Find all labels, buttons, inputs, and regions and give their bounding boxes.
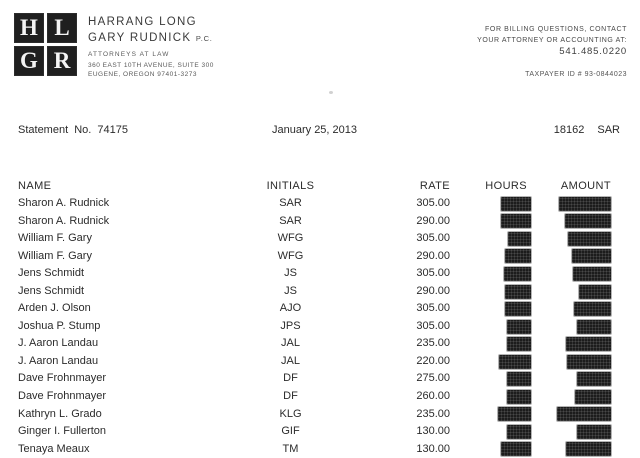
hours-cell: [466, 318, 531, 336]
hours-redaction-block: [499, 355, 531, 369]
timekeeper-rate: 235.00: [416, 407, 450, 420]
table-row: [0, 213, 640, 231]
table-row: [0, 353, 640, 371]
timekeeper-name: Ginger I. Fullerton: [18, 425, 107, 438]
taxpayer-id: TAXPAYER ID # 93-0844023: [525, 71, 627, 78]
firm-logo: [14, 13, 77, 76]
timekeeper-name: Dave Frohnmayer: [18, 372, 107, 385]
hours-redaction-block: [507, 390, 531, 404]
hours-redaction-block: [505, 302, 531, 316]
amount-redaction-block: [557, 407, 611, 421]
timekeeper-name: Kathryn L. Grado: [18, 407, 102, 420]
firm-address-line2: EUGENE, OREGON 97401-3273: [88, 70, 197, 78]
statement-date: January 25, 2013: [272, 124, 358, 136]
amount-cell: [538, 353, 611, 371]
timekeeper-initials: WFG: [277, 249, 304, 262]
timekeeper-name: William F. Gary: [18, 232, 92, 245]
amount-redaction-block: [559, 197, 611, 211]
table-row: [0, 300, 640, 318]
hours-cell: [466, 248, 531, 266]
table-row: [0, 318, 640, 336]
firm-name-suffix: P.C.: [195, 33, 213, 43]
hours-redaction-block: [507, 337, 531, 351]
hours-cell: [466, 230, 531, 248]
hours-cell: [466, 441, 531, 458]
hours-cell: [466, 300, 531, 318]
hours-redaction-block: [498, 407, 531, 421]
timekeeper-initials: JAL: [281, 337, 300, 350]
timekeeper-name: Arden J. Olson: [18, 302, 91, 315]
firm-tagline: ATTORNEYS AT LAW: [88, 51, 170, 58]
logo-letter-h: H: [14, 13, 44, 43]
amount-redaction-block: [579, 285, 611, 299]
logo-letter-g: G: [14, 46, 44, 76]
timekeeper-rate: 305.00: [416, 267, 450, 280]
table-row: [0, 283, 640, 301]
timekeeper-name: Jens Schmidt: [18, 284, 85, 297]
table-row: [0, 230, 640, 248]
timekeeper-initials: SAR: [279, 197, 302, 209]
header-initials: INITIALS: [266, 180, 315, 192]
amount-redaction-block: [574, 302, 611, 316]
table-row: [0, 441, 640, 458]
hours-redaction-block: [501, 197, 531, 211]
billing-phone: 541.485.0220: [559, 46, 627, 57]
timekeeper-rate: 305.00: [416, 197, 450, 209]
header-hours: HOURS: [485, 180, 527, 192]
hours-redaction-block: [508, 232, 531, 246]
table-row: [0, 423, 640, 441]
hours-redaction-block: [507, 320, 531, 334]
firm-identity-block: [88, 15, 214, 79]
statement-number: Statement No. 74175: [18, 124, 128, 136]
timekeeper-name: J. Aaron Landau: [18, 337, 99, 350]
hours-cell: [466, 370, 531, 388]
scan-artifact: [329, 91, 333, 94]
firm-address-line1: 360 EAST 10TH AVENUE, SUITE 300: [88, 62, 214, 69]
timekeeper-initials: AJO: [279, 302, 302, 315]
amount-redaction-block: [567, 355, 611, 369]
table-row: [0, 370, 640, 388]
table-row: [0, 406, 640, 424]
header-amount: AMOUNT: [560, 180, 611, 192]
amount-cell: [538, 265, 611, 283]
hours-cell: [466, 265, 531, 283]
amount-redaction-block: [577, 425, 611, 439]
amount-cell: [538, 441, 611, 458]
timekeeper-rate: 260.00: [416, 390, 450, 403]
timekeeper-initials: JAL: [281, 354, 300, 367]
timekeeper-rate: 305.00: [416, 232, 450, 245]
hours-redaction-block: [501, 442, 531, 456]
timekeeper-name: Sharon A. Rudnick: [18, 197, 110, 209]
rate-table-rows: [0, 195, 640, 458]
timekeeper-rate: 275.00: [416, 372, 450, 385]
amount-redaction-block: [575, 390, 611, 404]
firm-name-line2-text: GARY RUDNICK: [88, 31, 192, 44]
timekeeper-initials: TM: [282, 442, 299, 455]
logo-letter-r: R: [47, 46, 77, 76]
timekeeper-name: Tenaya Meaux: [18, 442, 90, 455]
timekeeper-rate: 305.00: [416, 319, 450, 332]
hours-redaction-block: [505, 285, 531, 299]
logo-letter-l: L: [47, 13, 77, 43]
timekeeper-rate: 235.00: [416, 337, 450, 350]
rate-table-header: [0, 179, 640, 195]
billing-note-line1: FOR BILLING QUESTIONS, CONTACT: [485, 26, 627, 33]
rate-table: [0, 179, 640, 458]
hours-cell: [466, 423, 531, 441]
hours-cell: [466, 195, 531, 213]
statement-file-ref: [554, 124, 620, 136]
header-name: NAME: [18, 180, 52, 192]
timekeeper-name: J. Aaron Landau: [18, 354, 99, 367]
hours-redaction-block: [507, 372, 531, 386]
amount-redaction-block: [568, 232, 611, 246]
timekeeper-initials: JS: [284, 284, 297, 297]
amount-redaction-block: [577, 320, 611, 334]
header-rate: RATE: [419, 180, 450, 192]
timekeeper-initials: JS: [284, 267, 297, 280]
billing-contact-block: [477, 24, 627, 78]
billing-note-line2: YOUR ATTORNEY OR ACCOUNTING AT:: [477, 37, 627, 44]
timekeeper-rate: 220.00: [416, 354, 450, 367]
statement-info-row: [0, 124, 640, 138]
file-number: 18162: [553, 124, 585, 136]
amount-redaction-block: [565, 214, 611, 228]
amount-cell: [538, 388, 611, 406]
hours-cell: [466, 283, 531, 301]
hours-cell: [466, 335, 531, 353]
timekeeper-name: Joshua P. Stump: [18, 319, 101, 332]
amount-redaction-block: [572, 249, 611, 263]
firm-name-line2: [88, 31, 214, 47]
amount-cell: [538, 300, 611, 318]
amount-cell: [538, 406, 611, 424]
firm-address: [88, 62, 214, 79]
amount-cell: [538, 335, 611, 353]
hours-cell: [466, 213, 531, 231]
hours-cell: [466, 388, 531, 406]
timekeeper-rate: 130.00: [416, 425, 450, 438]
amount-redaction-block: [566, 442, 611, 456]
timekeeper-name: William F. Gary: [18, 249, 92, 262]
hours-redaction-block: [507, 425, 531, 439]
timekeeper-initials: JPS: [280, 319, 301, 332]
attorney-code: SAR: [597, 124, 620, 136]
timekeeper-name: Jens Schmidt: [18, 267, 85, 280]
table-row: [0, 388, 640, 406]
hours-cell: [466, 353, 531, 371]
table-row: [0, 195, 640, 213]
table-row: [0, 335, 640, 353]
amount-redaction-block: [566, 337, 611, 351]
hours-cell: [466, 406, 531, 424]
timekeeper-rate: 130.00: [416, 442, 450, 455]
amount-cell: [538, 195, 611, 213]
timekeeper-rate: 290.00: [416, 284, 450, 297]
timekeeper-name: Dave Frohnmayer: [18, 390, 107, 403]
amount-cell: [538, 370, 611, 388]
amount-redaction-block: [573, 267, 611, 281]
firm-name-line1: HARRANG LONG: [88, 16, 197, 28]
amount-cell: [538, 318, 611, 336]
timekeeper-name: Sharon A. Rudnick: [18, 214, 110, 227]
timekeeper-initials: DF: [283, 390, 298, 403]
timekeeper-initials: KLG: [279, 407, 302, 420]
timekeeper-initials: DF: [283, 372, 298, 385]
amount-cell: [538, 283, 611, 301]
amount-redaction-block: [577, 372, 611, 386]
amount-cell: [538, 213, 611, 231]
timekeeper-rate: 305.00: [416, 302, 450, 315]
amount-cell: [538, 423, 611, 441]
hours-redaction-block: [501, 214, 531, 228]
amount-cell: [538, 248, 611, 266]
timekeeper-initials: WFG: [277, 232, 304, 245]
timekeeper-rate: 290.00: [416, 249, 450, 262]
timekeeper-initials: GIF: [281, 425, 300, 438]
table-row: [0, 265, 640, 283]
amount-cell: [538, 230, 611, 248]
timekeeper-initials: SAR: [279, 214, 302, 227]
table-row: [0, 248, 640, 266]
hours-redaction-block: [504, 267, 531, 281]
hours-redaction-block: [505, 249, 531, 263]
timekeeper-rate: 290.00: [416, 214, 450, 227]
